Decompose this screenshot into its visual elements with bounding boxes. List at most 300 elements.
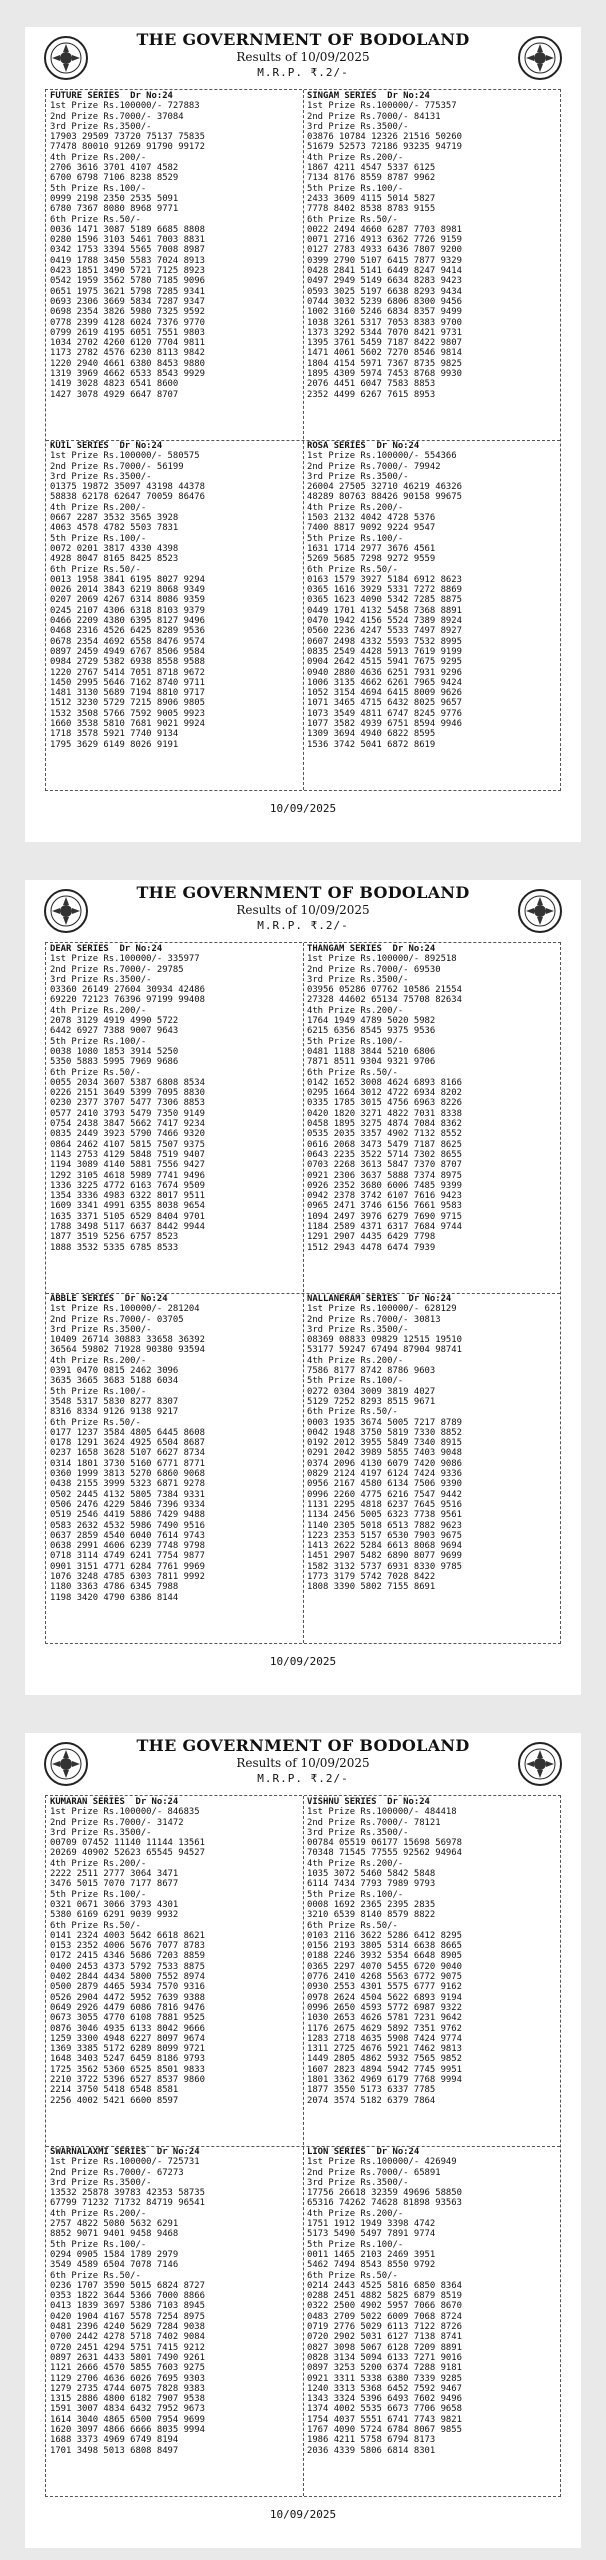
result-line: 0163 1579 3927 5184 6912 8623 (307, 574, 462, 585)
result-line: 0036 1471 3087 5189 6685 8808 (50, 224, 205, 235)
result-line: 0103 2116 3622 5286 6412 8295 (307, 1930, 462, 1941)
results-grid (45, 942, 561, 1644)
result-line: 17903 29509 73720 75137 75835 (50, 132, 205, 143)
result-line: 0245 2107 4306 6318 8103 9379 (50, 605, 205, 616)
result-line: 13532 25878 39783 42353 58735 (50, 2188, 205, 2199)
sheet-title: THE GOVERNMENT OF BODOLAND (136, 30, 470, 49)
result-line: 0413 1839 3697 5386 7103 8945 (50, 2301, 205, 2312)
result-line: 4th Prize Rs.200/- (307, 502, 404, 513)
result-line: 4th Prize Rs.200/- (50, 2208, 147, 2219)
series-name: SINGAM SERIES Dr No:24 (307, 91, 430, 101)
result-line: 1006 3135 4662 6261 7965 9424 (307, 677, 462, 688)
result-line: 2076 4451 6047 7583 8853 (307, 379, 436, 390)
result-line: 7778 8402 8538 8783 9155 (307, 204, 436, 215)
result-line: 0718 3114 4749 6241 7754 9877 (50, 1551, 205, 1562)
result-line: 0643 2235 3522 5714 7302 8655 (307, 1149, 462, 1160)
result-line: 1140 2305 5018 6513 7882 9623 (307, 1520, 462, 1531)
result-line: 0291 2042 3989 5855 7403 9048 (307, 1448, 462, 1459)
result-line: 0593 3025 5197 6638 8293 9434 (307, 286, 462, 297)
result-line: 1512 2943 4478 6474 7939 (307, 1242, 436, 1253)
result-line: 5th Prize Rs.100/- (307, 2239, 404, 2250)
result-line: 0526 2904 4472 5952 7639 9388 (50, 1992, 205, 2003)
result-line: 0921 2306 3637 5888 7374 8975 (307, 1170, 462, 1181)
result-line: 1888 3532 5335 6785 8533 (50, 1242, 179, 1253)
result-line: 0637 2859 4540 6040 7614 9743 (50, 1530, 205, 1541)
result-line: 1688 3373 4969 6749 8194 (50, 2435, 179, 2446)
result-line: 0142 1652 3008 4624 6893 8166 (307, 1077, 462, 1088)
result-line: 1129 2706 4636 6026 7695 9303 (50, 2373, 205, 2384)
result-line: 5th Prize Rs.100/- (50, 1386, 147, 1397)
result-line: 6114 7434 7793 7989 9793 (307, 1879, 436, 1890)
result-line: 0996 2260 4775 6216 7547 9442 (307, 1489, 462, 1500)
result-line: 1st Prize Rs.100000/- 426949 (307, 2157, 457, 2168)
price-label: M.R.P. ₹.2/- (257, 919, 349, 932)
result-line: 10409 26714 30883 33658 36392 (50, 1335, 205, 1346)
sheet-title: THE GOVERNMENT OF BODOLAND (136, 1736, 470, 1755)
result-line: 0897 3253 5200 6374 7288 9181 (307, 2363, 462, 2374)
result-line: 0942 2378 3742 6107 7616 9423 (307, 1191, 462, 1202)
result-line: 1450 2995 5646 7162 8740 9711 (50, 677, 205, 688)
result-line: 4th Prize Rs.200/- (50, 152, 147, 163)
result-line: 1283 2718 4635 5908 7424 9774 (307, 2033, 462, 2044)
result-line: 0127 2783 4933 6436 7807 9200 (307, 245, 462, 256)
result-line: 5th Prize Rs.100/- (307, 1889, 404, 1900)
result-line: 0693 2306 3669 5834 7287 9347 (50, 296, 205, 307)
result-line: 0322 2500 4902 5957 7066 8670 (307, 2301, 462, 2312)
result-line: 1354 3336 4983 6322 8017 9511 (50, 1191, 205, 1202)
result-line: 6700 6798 7106 8238 8529 (50, 173, 179, 184)
result-line: 0172 2415 4346 5686 7203 8859 (50, 1951, 205, 1962)
result-line: 6215 6356 8545 9375 9536 (307, 1026, 436, 1037)
result-line: 2706 3616 3701 4107 4582 (50, 163, 179, 174)
result-line: 4th Prize Rs.200/- (50, 502, 147, 513)
result-line: 0399 2790 5107 6415 7877 9329 (307, 255, 462, 266)
result-line: 0535 2035 3357 4902 7132 8552 (307, 1129, 462, 1140)
result-line: 0003 1935 3674 5005 7217 8789 (307, 1417, 462, 1428)
result-line: 0420 1904 4167 5578 7254 8975 (50, 2311, 205, 2322)
result-line: 2078 3129 4919 4990 5722 (50, 1016, 179, 1027)
result-line: 1895 4309 5974 7453 8768 9930 (307, 369, 462, 380)
result-line: 6th Prize Rs.50/- (50, 564, 141, 575)
result-line: 0419 1788 3450 5583 7024 8913 (50, 255, 205, 266)
result-line: 6th Prize Rs.50/- (307, 214, 398, 225)
result-line: 1808 3390 5802 7155 8691 (307, 1582, 436, 1593)
result-line: 1134 2456 5005 6323 7738 9561 (307, 1510, 462, 1521)
result-line: 1374 4002 5535 6673 7706 9658 (307, 2404, 462, 2415)
result-line: 1094 2497 3976 6279 7690 9715 (307, 1211, 462, 1222)
result-line: 0500 2879 4465 5934 7570 9316 (50, 1982, 205, 1993)
result-line: 1419 3028 4823 6541 8600 (50, 379, 179, 390)
results-date: Results of 10/09/2025 (236, 50, 370, 64)
result-line: 6442 6927 7388 9007 9643 (50, 1026, 179, 1037)
result-line: 0458 1895 3275 4874 7084 8362 (307, 1119, 462, 1130)
result-line: 1451 2907 5482 6890 8077 9699 (307, 1551, 462, 1562)
result-line: 0864 2462 4107 5815 7507 9375 (50, 1139, 205, 1150)
result-line: 1795 3629 6149 8026 9191 (50, 739, 179, 750)
result-line: 3rd Prize Rs.3500/- (50, 121, 152, 132)
result-line: 0897 2631 4433 5801 7490 9261 (50, 2352, 205, 2363)
result-line: 0956 2167 4580 6134 7506 9390 (307, 1479, 462, 1490)
result-line: 1038 3261 5317 7053 8383 9700 (307, 317, 462, 328)
sheet-footer-date: 10/09/2025 (269, 1655, 337, 1668)
result-line: 0583 2632 4532 5986 7490 9516 (50, 1520, 205, 1531)
result-line: 0835 2549 4428 5913 7619 9199 (307, 646, 462, 657)
result-line: 1002 3160 5246 6834 8357 9499 (307, 307, 462, 318)
series-block (46, 90, 303, 440)
result-line: 2074 3574 5182 6379 7864 (307, 2095, 436, 2106)
result-line: 0776 2410 4268 5563 6772 9075 (307, 1972, 462, 1983)
result-line: 0207 2069 4267 6314 8086 9359 (50, 595, 205, 606)
result-line: 1223 2353 5157 6530 7903 9675 (307, 1530, 462, 1541)
results-grid (45, 1795, 561, 2497)
result-line: 0342 1753 3394 5565 7008 8987 (50, 245, 205, 256)
result-line: 6th Prize Rs.50/- (50, 1920, 141, 1931)
result-line: 4th Prize Rs.200/- (50, 1355, 147, 1366)
result-line: 0013 1958 3841 6195 8027 9294 (50, 574, 205, 585)
result-line: 0678 2354 4692 6558 8476 9574 (50, 636, 205, 647)
result-line: 1764 1949 4789 5020 5982 (307, 1016, 436, 1027)
result-line: 3210 6539 8140 8579 8822 (307, 1910, 436, 1921)
result-line: 1176 2675 4629 5892 7351 9762 (307, 2023, 462, 2034)
result-line: 6th Prize Rs.50/- (50, 2270, 141, 2281)
result-line: 0365 2297 4070 5455 6720 9040 (307, 1961, 462, 1972)
result-line: 53177 59247 67494 87904 98741 (307, 1345, 462, 1356)
result-line: 1121 2666 4570 5855 7603 9275 (50, 2363, 205, 2374)
result-line: 0984 2729 5382 6938 8558 9588 (50, 657, 205, 668)
result-line: 0926 2352 3680 6006 7485 9399 (307, 1180, 462, 1191)
result-line: 03876 10784 12326 21516 50260 (307, 132, 462, 143)
result-line: 1718 3578 5921 7740 9134 (50, 729, 179, 740)
result-line: 1073 3549 4811 6747 8245 9776 (307, 708, 462, 719)
result-line: 1536 3742 5041 6872 8619 (307, 739, 436, 750)
result-line: 5269 5685 7298 9272 9559 (307, 554, 436, 565)
series-name: DEAR SERIES Dr No:24 (50, 944, 163, 954)
result-line: 1532 3508 5766 7592 9005 9923 (50, 708, 205, 719)
result-line: 0481 1188 3844 5210 6806 (307, 1046, 436, 1057)
result-line: 1877 3519 5256 6757 8523 (50, 1232, 179, 1243)
result-line: 2433 3609 4115 5014 5827 (307, 193, 436, 204)
result-line: 2036 4339 5806 6814 8301 (307, 2445, 436, 2456)
result-line: 1877 3550 5173 6337 7785 (307, 2085, 436, 2096)
result-line: 1801 3362 4969 6179 7768 9994 (307, 2075, 462, 2086)
result-line: 0497 2949 5149 6634 8283 9423 (307, 276, 462, 287)
result-line: 1311 2725 4676 5921 7462 9813 (307, 2044, 462, 2055)
result-line: 1343 3324 5396 6493 7602 9496 (307, 2394, 462, 2405)
result-line: 1591 3007 4834 6432 7952 9673 (50, 2404, 205, 2415)
result-line: 0468 2316 4526 6425 8289 9536 (50, 626, 205, 637)
result-line: 2222 2511 2777 3064 3471 (50, 1869, 179, 1880)
result-line: 3rd Prize Rs.3500/- (307, 471, 409, 482)
result-line: 5th Prize Rs.100/- (307, 1036, 404, 1047)
result-line: 0011 1465 2103 2469 3951 (307, 2249, 436, 2260)
result-line: 0519 2546 4419 5886 7429 9488 (50, 1510, 205, 1521)
result-line: 0720 2902 5031 6127 7138 8741 (307, 2332, 462, 2343)
result-line: 2nd Prize Rs.7000/- 79942 (307, 461, 441, 472)
price-label: M.R.P. ₹.2/- (257, 66, 349, 79)
result-line: 1259 3300 4948 6227 8097 9674 (50, 2033, 205, 2044)
result-line: 26004 27505 32710 46219 46326 (307, 482, 462, 493)
result-line: 1030 2653 4626 5781 7231 9642 (307, 2013, 462, 2024)
results-grid (45, 89, 561, 791)
result-line: 3635 3665 3683 5188 6034 (50, 1376, 179, 1387)
result-line: 1635 3371 5105 6529 8404 9701 (50, 1211, 205, 1222)
result-line: 1788 3498 5117 6637 8442 9944 (50, 1222, 205, 1233)
result-line: 0466 2209 4380 6395 8127 9496 (50, 616, 205, 627)
result-line: 58838 62178 62647 70059 86476 (50, 492, 205, 503)
result-line: 3rd Prize Rs.3500/- (50, 1324, 152, 1335)
result-line: 0026 2014 3843 6219 8068 9349 (50, 585, 205, 596)
result-line: 0651 1975 3621 5798 7285 9341 (50, 286, 205, 297)
result-line: 3rd Prize Rs.3500/- (50, 974, 152, 985)
result-line: 1052 3154 4694 6415 8009 9626 (307, 688, 462, 699)
result-line: 1173 2782 4576 6230 8113 9842 (50, 348, 205, 359)
sheet-footer-date: 10/09/2025 (269, 802, 337, 815)
result-line: 5173 5490 5497 7891 9774 (307, 2229, 436, 2240)
result-line: 5th Prize Rs.100/- (50, 1889, 147, 1900)
series-name: ABBLE SERIES Dr No:24 (50, 1294, 168, 1304)
result-line: 0400 2453 4373 5792 7533 8875 (50, 1961, 205, 1972)
series-name: SWARNALAXMI SERIES Dr No:24 (50, 2147, 200, 2157)
series-name: KUIL SERIES Dr No:24 (50, 441, 163, 451)
result-line: 0008 1692 2365 2395 2835 (307, 1899, 436, 1910)
series-block (303, 90, 560, 440)
result-line: 0374 2096 4130 6079 7420 9086 (307, 1458, 462, 1469)
result-line: 5462 7494 8543 8550 9792 (307, 2260, 436, 2271)
result-line: 6th Prize Rs.50/- (307, 1067, 398, 1078)
result-line: 0321 0671 3066 3793 4301 (50, 1899, 179, 1910)
result-line: 70348 71545 77555 92562 94964 (307, 1848, 462, 1859)
result-line: 1701 3498 5013 6808 8497 (50, 2445, 179, 2456)
result-line: 1240 3313 5368 6452 7592 9467 (307, 2383, 462, 2394)
result-line: 0226 2151 3649 5399 7095 8830 (50, 1088, 205, 1099)
result-line: 5th Prize Rs.100/- (50, 183, 147, 194)
result-line: 01375 19872 35097 43198 44378 (50, 482, 205, 493)
series-name: ROSA SERIES Dr No:24 (307, 441, 420, 451)
result-line: 2nd Prize Rs.7000/- 78121 (307, 1817, 441, 1828)
result-line: 77478 80010 91269 91790 99172 (50, 142, 205, 153)
result-line: 1614 3040 4865 6500 7954 9699 (50, 2414, 205, 2425)
emblem-icon (517, 35, 563, 81)
result-line: 6th Prize Rs.50/- (307, 564, 398, 575)
result-line: 4063 4578 4782 5503 7831 (50, 523, 179, 534)
result-line: 0420 1820 3271 4822 7031 8338 (307, 1108, 462, 1119)
result-line: 0700 2442 4278 5718 7402 9084 (50, 2332, 205, 2343)
result-line: 0506 2476 4229 5846 7396 9334 (50, 1499, 205, 1510)
result-line: 0294 0905 1584 1789 2979 (50, 2249, 179, 2260)
result-line: 0829 2124 4197 6124 7424 9336 (307, 1469, 462, 1480)
series-name: LION SERIES Dr No:24 (307, 2147, 420, 2157)
result-line: 1725 3562 5360 6525 8501 9833 (50, 2064, 205, 2075)
result-line: 2nd Prize Rs.7000/- 29785 (50, 964, 184, 975)
result-line: 27328 44602 65134 75708 82634 (307, 995, 462, 1006)
result-line: 00709 07452 11140 11144 13561 (50, 1838, 205, 1849)
result-line: 1607 2823 4894 5942 7745 9951 (307, 2064, 462, 2075)
result-line: 1035 3072 5460 5842 5848 (307, 1869, 436, 1880)
result-line: 48289 80763 88426 90158 99675 (307, 492, 462, 503)
result-line: 0999 2198 2350 2535 5091 (50, 193, 179, 204)
result-line: 1449 2805 4862 5932 7565 9852 (307, 2054, 462, 2065)
result-line: 1st Prize Rs.100000/- 846835 (50, 1807, 200, 1818)
results-date: Results of 10/09/2025 (236, 903, 370, 917)
result-line: 1184 2589 4371 6317 7684 9744 (307, 1222, 462, 1233)
result-line: 0921 3311 5338 6380 7339 9285 (307, 2373, 462, 2384)
result-line: 4th Prize Rs.200/- (307, 1005, 404, 1016)
result-line: 6th Prize Rs.50/- (50, 1417, 141, 1428)
result-line: 0897 2459 4949 6767 8506 9584 (50, 646, 205, 657)
result-line: 0667 2287 3532 3565 3928 (50, 513, 179, 524)
result-line: 1st Prize Rs.100000/- 554366 (307, 451, 457, 462)
result-line: 0055 2034 3607 5387 6808 8534 (50, 1077, 205, 1088)
result-line: 4928 8047 8165 8425 8523 (50, 554, 179, 565)
result-line: 0778 2399 4128 6024 7376 9770 (50, 317, 205, 328)
result-line: 3rd Prize Rs.3500/- (307, 1827, 409, 1838)
result-line: 3548 5317 5830 8277 8307 (50, 1396, 179, 1407)
result-line: 0965 2471 3746 6156 7661 9583 (307, 1201, 462, 1212)
result-line: 08369 08833 09829 12515 19510 (307, 1335, 462, 1346)
series-block (303, 2146, 560, 2496)
result-line: 0703 2268 3613 5847 7370 8707 (307, 1160, 462, 1171)
result-line: 0449 1701 4132 5458 7368 8891 (307, 605, 462, 616)
result-line: 0616 2068 3473 5479 7187 8625 (307, 1139, 462, 1150)
result-line: 0607 2498 4332 5593 7532 8995 (307, 636, 462, 647)
result-line: 0483 2709 5022 6009 7068 8724 (307, 2311, 462, 2322)
result-line: 1369 3385 5172 6289 8099 9721 (50, 2044, 205, 2055)
price-label: M.R.P. ₹.2/- (257, 1772, 349, 1785)
result-line: 0022 2494 4660 6287 7703 8981 (307, 224, 462, 235)
result-line: 3rd Prize Rs.3500/- (307, 1324, 409, 1335)
result-line: 1220 2940 4661 6380 8453 9880 (50, 358, 205, 369)
result-line: 1071 3465 4715 6432 8025 9657 (307, 698, 462, 709)
result-line: 1503 2132 4042 4728 5376 (307, 513, 436, 524)
series-block (303, 1293, 560, 1643)
result-line: 0719 2776 5029 6113 7122 8726 (307, 2322, 462, 2333)
result-line: 1st Prize Rs.100000/- 775357 (307, 101, 457, 112)
result-line: 0192 2012 3955 5849 7340 8915 (307, 1438, 462, 1449)
result-line: 0295 1664 3012 4722 6934 8202 (307, 1088, 462, 1099)
result-line: 2nd Prize Rs.7000/- 84131 (307, 111, 441, 122)
result-line: 0071 2716 4913 6362 7726 9159 (307, 235, 462, 246)
result-line: 0391 0470 0815 2462 3096 (50, 1366, 179, 1377)
result-line: 0438 2155 3999 5323 6871 9278 (50, 1479, 205, 1490)
result-line: 03360 26149 27604 30934 42486 (50, 985, 205, 996)
result-line: 1220 2767 5414 7051 8718 9672 (50, 667, 205, 678)
result-line: 1648 3403 5247 6459 8186 9793 (50, 2054, 205, 2065)
result-line: 3rd Prize Rs.3500/- (307, 2177, 409, 2188)
emblem-icon (517, 888, 563, 934)
result-line: 0365 1623 4090 5342 7285 8875 (307, 595, 462, 606)
result-line: 0930 2553 4301 5575 6777 9162 (307, 1982, 462, 1993)
result-line: 69220 72123 76396 97199 99408 (50, 995, 205, 1006)
series-name: VISHNU SERIES Dr No:24 (307, 1797, 430, 1807)
result-line: 2214 3750 5418 6548 8581 (50, 2085, 179, 2096)
result-line: 0542 1959 3562 5780 7185 9096 (50, 276, 205, 287)
result-line: 1st Prize Rs.100000/- 580575 (50, 451, 200, 462)
result-line: 51679 52573 72186 93235 94719 (307, 142, 462, 153)
result-line: 0280 1596 3103 5461 7003 8831 (50, 235, 205, 246)
result-line: 1st Prize Rs.100000/- 281204 (50, 1304, 200, 1315)
result-line: 4th Prize Rs.200/- (50, 1005, 147, 1016)
result-line: 0236 1707 3590 5015 6824 8727 (50, 2280, 205, 2291)
result-line: 8316 8334 9126 9138 9217 (50, 1407, 179, 1418)
result-line: 5350 5883 5995 7969 9686 (50, 1057, 179, 1068)
result-line: 8852 9071 9401 9458 9468 (50, 2229, 179, 2240)
result-line: 3549 4589 6504 7078 7146 (50, 2260, 179, 2271)
result-line: 6th Prize Rs.50/- (307, 2270, 398, 2281)
result-line: 0230 2377 3707 5477 7306 8853 (50, 1098, 205, 1109)
result-line: 1481 3130 5689 7194 8810 9717 (50, 688, 205, 699)
result-line: 1180 3363 4786 6345 7988 (50, 1582, 179, 1593)
result-line: 0272 0304 3009 3819 4027 (307, 1386, 436, 1397)
result-line: 7134 8176 8559 8787 9962 (307, 173, 436, 184)
sheet-footer-date: 10/09/2025 (269, 2508, 337, 2521)
result-line: 3rd Prize Rs.3500/- (307, 974, 409, 985)
result-line: 0178 1291 3624 4925 6504 8687 (50, 1438, 205, 1449)
result-line: 0996 2650 4593 5772 6987 9322 (307, 2002, 462, 2013)
result-line: 0649 2926 4479 6086 7816 9476 (50, 2002, 205, 2013)
result-line: 6th Prize Rs.50/- (50, 214, 141, 225)
result-line: 0904 2642 4515 5941 7675 9295 (307, 657, 462, 668)
result-line: 0940 2880 4636 6251 7931 9296 (307, 667, 462, 678)
result-line: 0481 2396 4240 5629 7284 9038 (50, 2322, 205, 2333)
result-line: 4th Prize Rs.200/- (307, 1355, 404, 1366)
series-name: FUTURE SERIES Dr No:24 (50, 91, 173, 101)
result-line: 0673 3055 4770 6108 7881 9525 (50, 2013, 205, 2024)
result-line: 4th Prize Rs.200/- (50, 1858, 147, 1869)
result-line: 2256 4002 5421 6600 8597 (50, 2095, 179, 2106)
result-line: 0365 1616 3929 5331 7272 8869 (307, 585, 462, 596)
result-line: 0828 3134 5094 6133 7271 9016 (307, 2352, 462, 2363)
result-line: 2nd Prize Rs.7000/- 65891 (307, 2167, 441, 2178)
result-line: 7400 8817 9092 9224 9547 (307, 523, 436, 534)
result-line: 1292 3105 4618 5989 7741 9496 (50, 1170, 205, 1181)
result-line: 1427 3078 4929 6647 8707 (50, 389, 179, 400)
result-line: 0502 2445 4132 5805 7384 9331 (50, 1489, 205, 1500)
result-line: 36564 59802 71928 90380 93594 (50, 1345, 205, 1356)
result-line: 1754 4037 5551 6741 7743 9821 (307, 2414, 462, 2425)
result-line: 3rd Prize Rs.3500/- (50, 471, 152, 482)
result-sheet (25, 27, 581, 842)
series-name: THANGAM SERIES Dr No:24 (307, 944, 436, 954)
result-line: 0560 2236 4247 5533 7497 8927 (307, 626, 462, 637)
result-line: 2nd Prize Rs.7000/- 56199 (50, 461, 184, 472)
result-line: 0698 2354 3826 5980 7325 9592 (50, 307, 205, 318)
result-line: 0978 2624 4504 5622 6893 9194 (307, 1992, 462, 2003)
result-line: 2nd Prize Rs.7000/- 30813 (307, 1314, 441, 1325)
sheet-header (25, 880, 581, 945)
result-line: 03956 05286 07762 10586 21554 (307, 985, 462, 996)
result-line: 3rd Prize Rs.3500/- (50, 2177, 152, 2188)
result-line: 1773 3179 5742 7028 8422 (307, 1572, 436, 1583)
result-line: 0153 2352 4006 5676 7077 8783 (50, 1941, 205, 1952)
result-line: 0214 2443 4525 5816 6850 8364 (307, 2280, 462, 2291)
result-line: 1609 3341 4991 6355 8038 9654 (50, 1201, 205, 1212)
result-line: 6th Prize Rs.50/- (307, 1920, 398, 1931)
result-line: 0901 3151 4771 6284 7761 9969 (50, 1561, 205, 1572)
result-line: 3rd Prize Rs.3500/- (307, 121, 409, 132)
result-line: 1319 3969 4662 6533 8543 9929 (50, 369, 205, 380)
result-line: 4th Prize Rs.200/- (307, 1858, 404, 1869)
result-line: 6780 7367 8080 8968 9771 (50, 204, 179, 215)
result-line: 1767 4090 5724 6784 8067 9855 (307, 2425, 462, 2436)
result-line: 1st Prize Rs.100000/- 725731 (50, 2157, 200, 2168)
result-line: 5th Prize Rs.100/- (307, 1376, 404, 1387)
result-line: 1336 3225 4772 6163 7674 9509 (50, 1180, 205, 1191)
result-line: 0876 3046 4935 6133 8042 9666 (50, 2023, 205, 2034)
result-line: 0577 2410 3793 5479 7350 9149 (50, 1108, 205, 1119)
result-line: 5th Prize Rs.100/- (307, 533, 404, 544)
result-line: 0827 3098 5067 6128 7209 8891 (307, 2342, 462, 2353)
result-line: 1198 3420 4790 6386 8144 (50, 1592, 179, 1603)
